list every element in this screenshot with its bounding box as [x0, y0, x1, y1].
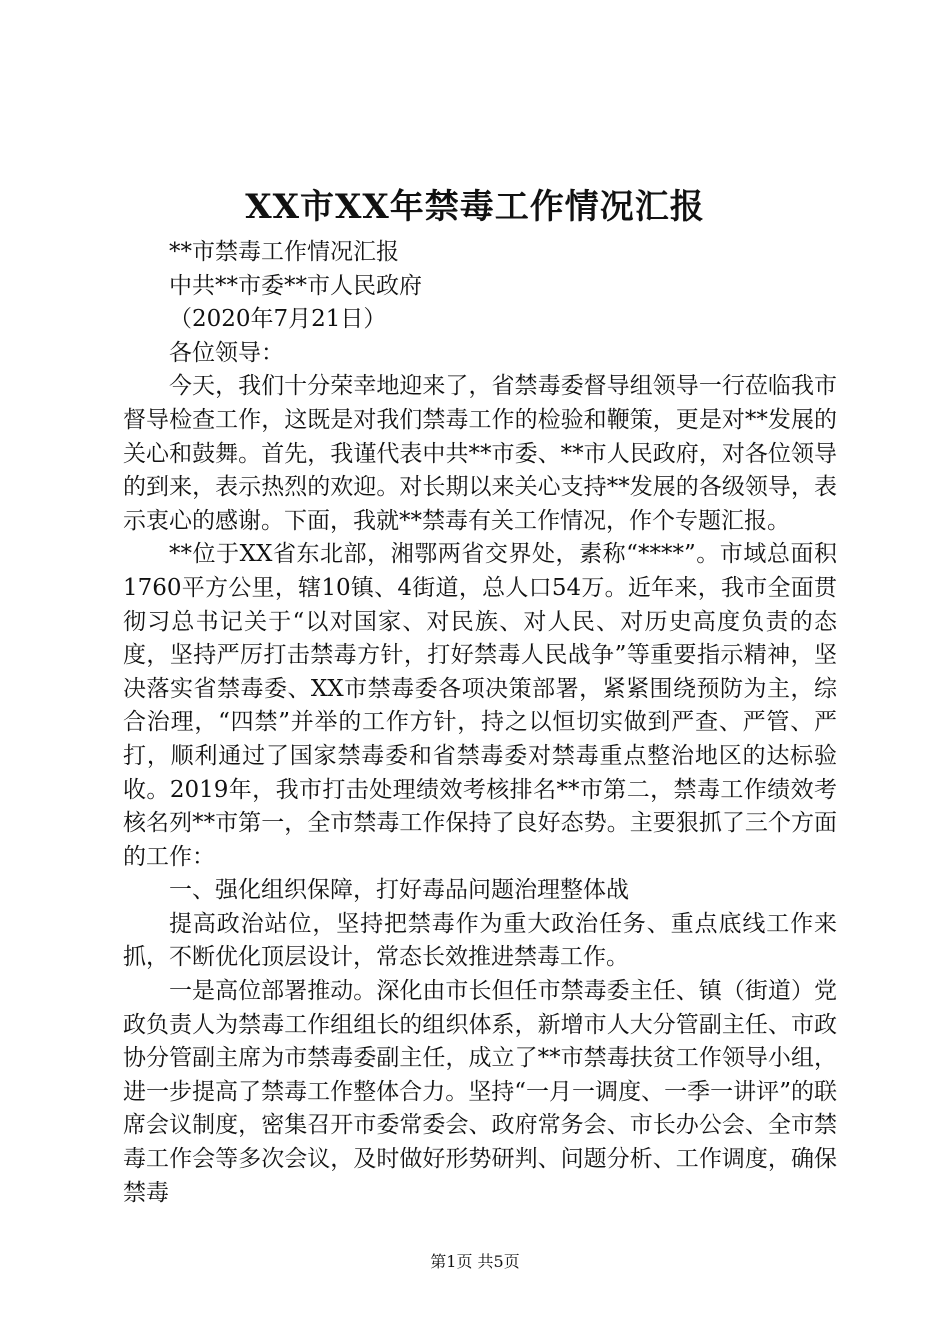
paragraph-section-1-point-1: 一是高位部署推动。深化由市长但任市禁毒委主任、镇（街道）党政负责人为禁毒工作组组长的组织体系，新增市人大分管副主任、市政协分管副主席为市禁毒委副主任，成立了**市禁毒扶贫工作领导小组，进一步提高了禁毒工作整体合力。坚持“一月一调度、一季一讲评”的联席会议制度，密集召开市委常委会、政府常务会、市长办公会、全市禁毒工作会等多次会议，及时做好形势研判、问题分析、工作调度，确保禁毒 [123, 978, 837, 1206]
paragraph-overview: **位于XX省东北部，湘鄂两省交界处，素称“****”。市域总面积1760平方公里，辖10镇、4街道，总人口54万。近年来，我市全面贯彻习总书记关于“以对国家、对民族、对人民、对历史高度负责的态度，坚持严厉打击禁毒方针，打好禁毒人民战争”等重要指示精神，坚决落实省禁毒委、XX市禁毒委各项决策部署，紧紧围绕预防为主，综合治理，“四禁”并举的工作方针，持之以恒切实做到严查、严管、严打，顺利通过了国家禁毒委和省禁毒委对禁毒重点整治地区的达标验收。2019年，我市打击处理绩效考核排名**市第二，禁毒工作绩效考核名列**市第一，全市禁毒工作保持了良好态势。主要狠抓了三个方面的工作： [123, 541, 837, 870]
report-heading: **市禁毒工作情况汇报 [169, 239, 399, 265]
document-body [123, 236, 837, 1210]
salutation: 各位领导： [169, 339, 284, 366]
paragraph-intro: 今天，我们十分荣幸地迎来了，省禁毒委督导组领导一行莅临我市督导检查工作，这既是对我们禁毒工作的检验和鞭策，更是对**发展的关心和鼓舞。首先，我谨代表中共**市委、**市人民政府，对各位领导的到来，表示热烈的欢迎。对长期以来关心支持**发展的各级领导，表示衷心的感谢。下面，我就**禁毒有关工作情况，作个专题汇报。 [123, 373, 837, 534]
paragraph-section-1-summary: 提高政治站位，坚持把禁毒作为重大政治任务、重点底线工作来抓，不断优化顶层设计，常态长效推进禁毒工作。 [123, 910, 837, 971]
section-heading-1: 一、强化组织保障，打好毒品问题治理整体战 [169, 877, 629, 904]
date-line: （2020年7月21日） [169, 306, 387, 333]
page-footer: 第1页 共5页 [430, 1252, 520, 1271]
issuer-line: 中共**市委**市人民政府 [169, 272, 422, 299]
document-title: XX市XX年禁毒工作情况汇报 [245, 187, 705, 227]
